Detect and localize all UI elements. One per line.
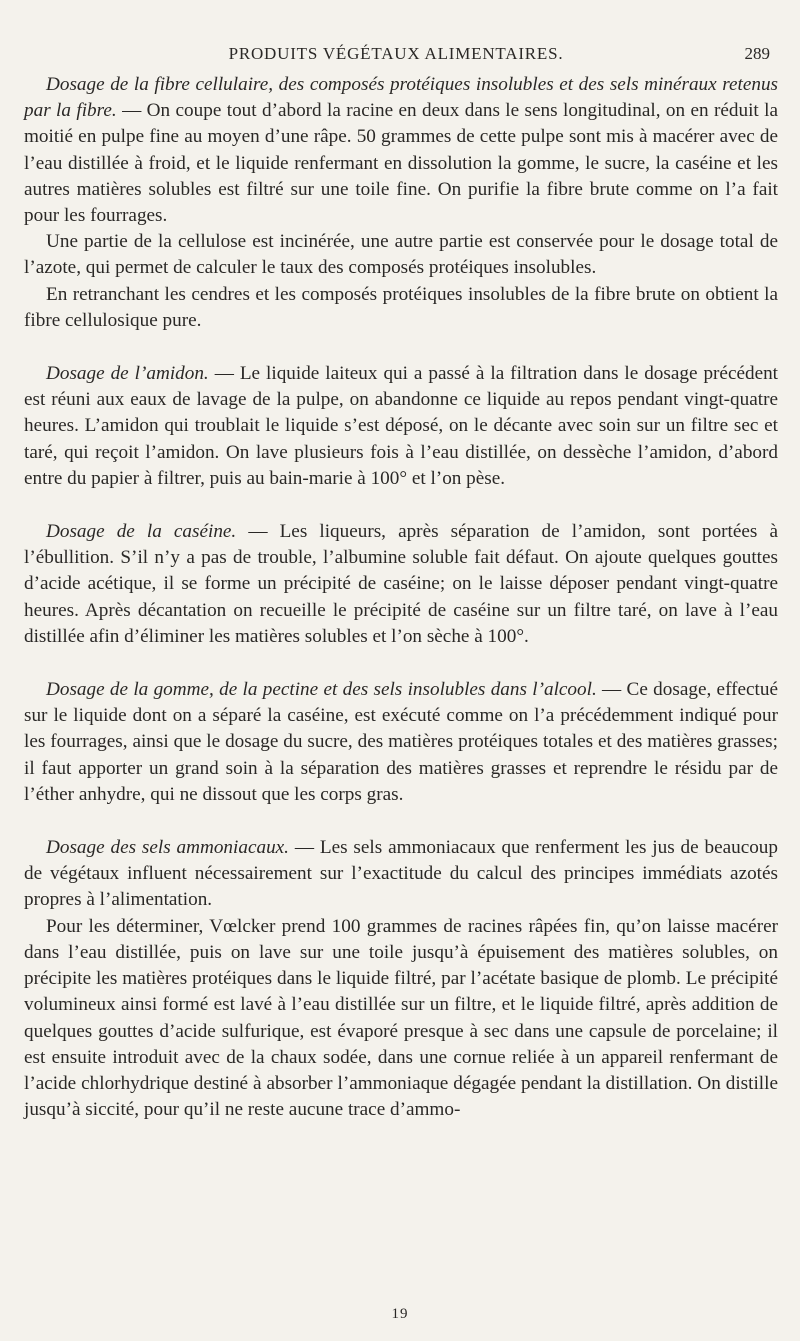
text-fibre: — On coupe tout d’abord la racine en deux dans le sens longitudinal, on en réduit la moitié en pulpe fine au moyen d’une râpe. 50 grammes de cette pulpe sont mis à macérer avec de l’eau distillée à froid, et le liquide renfermant en dissolution la gomme, le sucre, la caséine et les autres matières solubles est filtré sur une toile fine. On purifie la fibre brute comme on l’a fait pour les fourrages.: [24, 100, 778, 227]
paragraph-fibre-3: En retranchant les cendres et les composés protéiques insolubles de la fibre brute on obtient la fibre cellulosique pure.: [24, 283, 778, 331]
running-head: [22, 42, 770, 66]
heading-amidon: Dosage de l’amidon.: [46, 363, 209, 385]
body-text: [24, 72, 778, 1123]
paragraph-gomme: [24, 677, 778, 808]
paragraph-fibre-2: Une partie de la cellulose est incinérée, une autre partie est conservée pour le dosage total de l’azote, qui permet de calculer le taux des composés protéiques insolubles.: [24, 231, 778, 279]
heading-ammoniacaux: Dosage des sels ammoniacaux.: [46, 837, 289, 859]
text-ammoniacaux: — Les sels ammoniacaux que renferment les jus de beaucoup de végétaux influent nécessairement sur l’exactitude du calcul des principes immédiats azotés propres à l’alimentation.: [24, 837, 778, 911]
signature-mark: 19: [391, 1306, 409, 1322]
heading-caseine: Dosage de la caséine.: [46, 521, 237, 543]
text-caseine: — Les liqueurs, après séparation de l’amidon, sont portées à l’ébullition. S’il n’y a pas de trouble, l’albumine soluble fait défaut. On ajoute quelques gouttes d’acide acétique, il se forme un précipité de caséine; on le laisse déposer pendant vingt-quatre heures. Après décantation on recueille le précipité de caséine sur un filtre taré, on lave à l’eau distillée afin d’éliminer les matières solubles et l’on sèche à 100°.: [24, 521, 778, 647]
heading-gomme: Dosage de la gomme, de la pectine et des sels insolubles dans l’alcool.: [46, 679, 597, 701]
heading-fibre: Dosage de la fibre cellulaire, des composés protéiques insolubles et des sels minéraux retenus par la fibre.: [24, 74, 778, 122]
paragraph-ammoniacaux-2: Pour les déterminer, Vœlcker prend 100 grammes de racines râpées fin, qu’on laisse macérer dans l’eau distillée, puis on lave sur une toile jusqu’à épuisement des matières solubles, on précipite les matières protéiques dans le liquide filtré, par l’acétate basique de plomb. Le précipité volumineux ainsi formé est lavé à l’eau distillée sur un filtre, et le liquide filtré, après addition de quelques gouttes d’acide sulfurique, est évaporé presque à sec dans une capsule de porcelaine; il est ensuite introduit avec de la chaux sodée, dans une cornue reliée à un appareil renfermant de l’acide chlorhydrique destiné à absorber l’ammoniaque dégagée pendant la distillation. On distille jusqu’à siccité, pour qu’il ne reste aucune trace d’ammo-: [24, 915, 778, 1121]
text-gomme: — Ce dosage, effectué sur le liquide dont on a séparé la caséine, est exécuté comme on l’a précédemment indiqué pour les fourrages, ainsi que le dosage du sucre, des matières protéiques totales et des matières grasses; il faut apporter un grand soin à la séparation des matières grasses et reprendre le résidu par de l’éther anhydre, qui ne dissout que les corps gras.: [24, 679, 778, 805]
page-number: 289: [744, 44, 770, 63]
paragraph-fibre: [24, 72, 778, 229]
running-title: PRODUITS VÉGÉTAUX ALIMENTAIRES.: [228, 44, 564, 63]
text-amidon: — Le liquide laiteux qui a passé à la filtration dans le dosage précédent est réuni aux eaux de lavage de la pulpe, on abandonne ce liquide au repos pendant vingt-quatre heures. L’amidon qui troublait le liquide s’est déposé, on le décante avec soin sur un filtre sec et taré, qui reçoit l’amidon. On lave plusieurs fois à l’eau distillée, on dessèche l’amidon, d’abord entre du papier à filtrer, puis au bain-marie à 100° et l’on pèse.: [24, 363, 779, 489]
paragraph-ammoniacaux: [24, 835, 778, 914]
paragraph-amidon: [24, 361, 778, 492]
paragraph-caseine: [24, 519, 778, 650]
